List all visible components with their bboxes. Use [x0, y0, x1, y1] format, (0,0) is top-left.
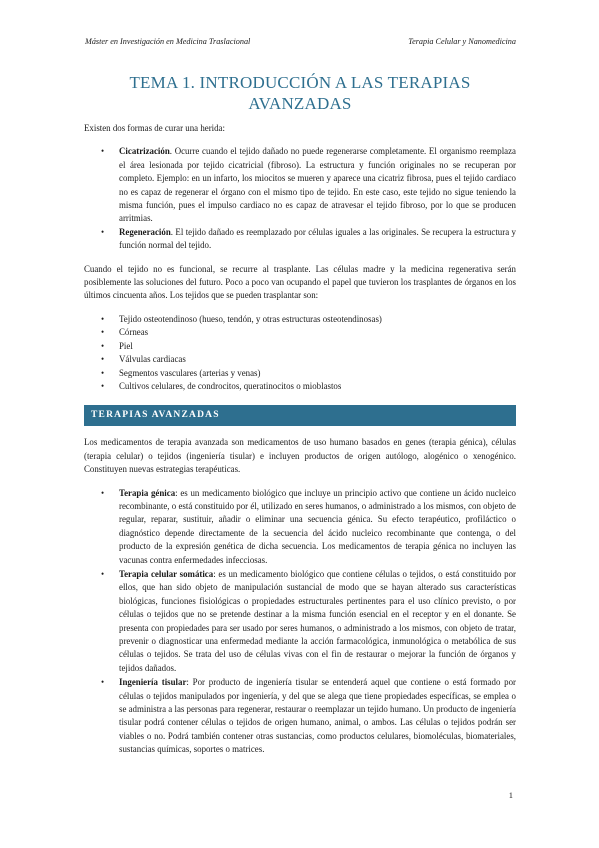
list-item: [101, 326, 516, 339]
transplant-paragraph: Cuando el tejido no es funcional, se recurre al trasplante. Las células madre y la medicina regenerativa serán posiblemente las soluciones del futuro. Poco a poco van ocupando el papel que tuvieron los trasplantes de órganos en los últimos cincuenta años. Los tejidos que se pueden trasplantar son:: [84, 263, 516, 301]
list-item-text: Válvulas cardiacas: [119, 354, 186, 365]
page-content: [84, 72, 516, 758]
list-item-text: . El tejido dañado es reemplazado por células iguales a las originales. Se recupera la estructura y función normal del tejido.: [119, 226, 516, 251]
bullet-icon: •: [101, 354, 105, 365]
section-heading: TERAPIAS AVANZADAS: [84, 405, 516, 426]
list-item-text: : Por producto de ingeniería tisular se entenderá aquel que contiene o está formado por células o tejidos manipulados por ingeniería, y del que se alega que tiene propiedades específicas, se emplea o se administra a las personas para regenerar, restaurar o reemplazar un tejido humano. Un producto de ingeniería tisular podrá contener células o tejidos de origen humano, animal, o ambos. Las células o tejidos podrán ser viables o no. Podrá también contener otras sustancias, como productos celulares, biomoléculas, biomateriales, sustancias químicas, soportes o matrices.: [119, 677, 516, 755]
transplantable-tissues-list: [84, 313, 516, 393]
bullet-icon: •: [101, 487, 105, 498]
list-item-text: . Ocurre cuando el tejido dañado no puede regenerarse completamente. El organismo reemplaza el área lesionada por tejido cicatricial (fibroso). La estructura y función originales no se recuperan por completo. Ejemplo: en un infarto, los miocitos se mueren y aparece una cicatriz fibrosa, pues el tejido cardiaco no es capaz de regenerar el órgano con el mismo tipo de tejido. En este caso, este tejido no sigue teniendo la misma función, pues el impulso cardiaco no es capaz de atravesar el tejido fibroso, por lo que se producen arritmias.: [119, 146, 516, 224]
healing-forms-list: [84, 145, 516, 252]
bullet-icon: •: [101, 226, 105, 237]
page-title: TEMA 1. INTRODUCCIÓN A LAS TERAPIAS AVANZADAS: [129, 73, 471, 113]
bullet-icon: •: [101, 367, 105, 378]
bullet-icon: •: [101, 313, 105, 324]
list-item-text: Piel: [119, 340, 133, 351]
list-item-text: : es un medicamento biológico que incluye un principio activo que contiene un ácido nucleico recombinante, o está constituido por él, utilizado en seres humanos, o administrado a los mismos, con objeto de regular, reparar, sustituir, añadir o eliminar una secuencia génica. Su efecto terapéutico, profiláctico o diagnóstico depende directamente de la secuencia del ácido nucleico recombinante que contenga, o del producto de la expresión genética de dicha secuencia. Los medicamentos de terapia génica no incluyen las vacunas contra enfermedades infecciosas.: [119, 487, 516, 565]
list-item-text: : es un medicamento biológico que contiene células o tejidos, o está constituido por ellos, que han sido objeto de manipulación sustancial de modo que se hayan alterado sus características biológicas, funciones fisiológicas o propiedades estructurales pertinentes para el uso clínico previsto, o por células o tejidos que no se pretende destinar a la misma función esencial en el receptor y en el donante. Se presenta con propiedades para ser usado por seres humanos, o administrado a los mismos, con objeto de tratar, prevenir o diagnosticar una enfermedad mediante la acción farmacológica, inmunológica o metabólica de sus células o tejidos. Se trata del uso de células vivas con el fin de restaurar o mejorar la función de órganos y tejidos dañados.: [119, 568, 516, 673]
list-item-text: Córneas: [119, 327, 149, 338]
intro-paragraph: Existen dos formas de curar una herida:: [84, 123, 225, 133]
header-left-text: Máster en Investigación en Medicina Traslacional: [85, 37, 251, 46]
page-header: [85, 37, 516, 49]
bullet-icon: •: [101, 146, 105, 157]
bullet-icon: •: [101, 677, 105, 688]
therapies-list: [84, 487, 516, 757]
bullet-icon: •: [101, 568, 105, 579]
bullet-icon: •: [101, 380, 105, 391]
list-item: [101, 676, 516, 756]
list-item: [101, 226, 516, 253]
list-item-text: Tejido osteotendinoso (hueso, tendón, y otras estructuras osteotendinosas): [119, 313, 382, 324]
list-item: [101, 145, 516, 225]
list-item: [101, 487, 516, 567]
list-item-term: Ingeniería tisular: [119, 677, 187, 688]
list-item-term: Regeneración: [119, 226, 171, 237]
bullet-icon: •: [101, 340, 105, 351]
list-item: [101, 340, 516, 353]
list-item-text: Cultivos celulares, de condrocitos, queratinocitos o mioblastos: [119, 380, 342, 391]
list-item: [101, 568, 516, 675]
header-right-text: Terapia Celular y Nanomedicina: [408, 37, 516, 46]
list-item-term: Terapia génica: [119, 487, 176, 498]
section-intro-paragraph: Los medicamentos de terapia avanzada son medicamentos de uso humano basados en genes (terapia génica), células (terapia celular) o tejidos (ingeniería tisular) e incluyen productos de origen autólogo, alogénico o xenogénico. Constituyen nuevas estrategias terapéuticas.: [84, 437, 516, 475]
page-number: 1: [508, 790, 513, 800]
list-item: [101, 313, 516, 326]
list-item: [101, 380, 516, 393]
list-item: [101, 367, 516, 380]
list-item-text: Segmentos vasculares (arterias y venas): [119, 367, 261, 378]
bullet-icon: •: [101, 327, 105, 338]
list-item: [101, 353, 516, 366]
list-item-term: Terapia celular somática: [119, 568, 214, 579]
list-item-term: Cicatrización: [119, 146, 170, 157]
